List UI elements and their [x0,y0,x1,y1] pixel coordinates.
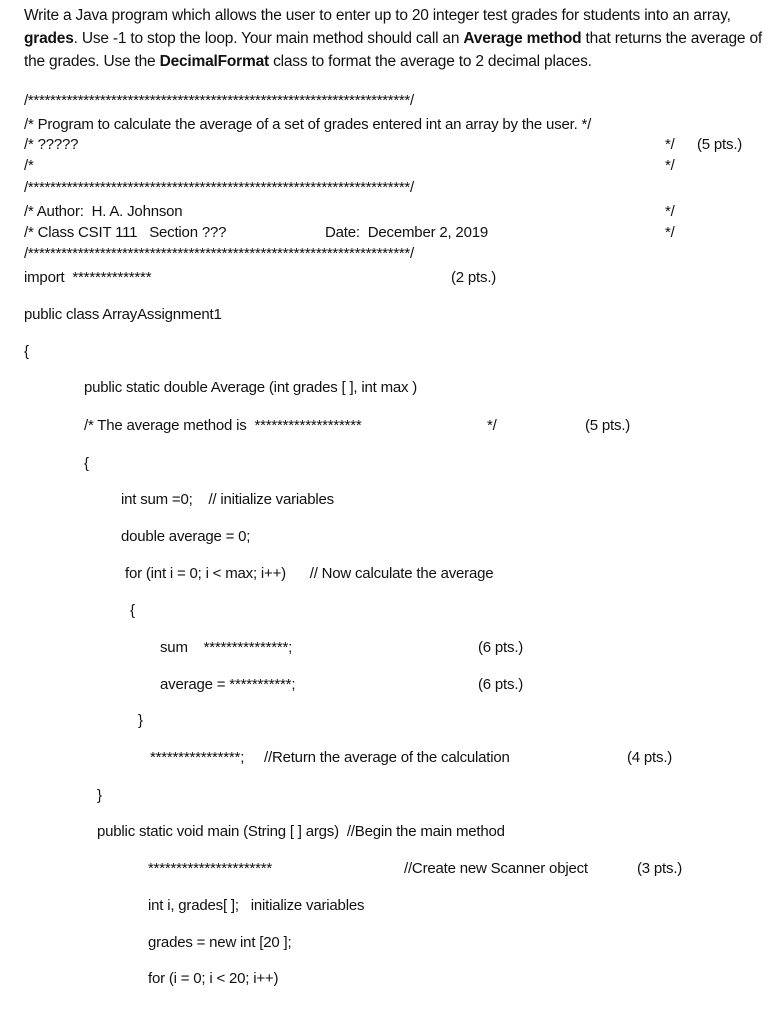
header-border-top: /*********************************************************************/ [24,92,414,109]
header-border-bottom: /*********************************************************************/ [24,245,414,262]
class-open-brace: { [24,343,29,360]
import-line: import ************** [24,269,152,286]
scanner-points: (3 pts.) [637,860,683,877]
main-for-loop-line: for (i = 0; i < 20; i++) [148,970,279,987]
average-method-comment-close: */ [487,417,497,434]
instructions-text-3: that returns the average of the grades. Use the [24,30,762,70]
header-line3: /* [24,157,34,174]
for-open-brace: { [130,602,135,619]
header-date: Date: December 2, 2019 [325,224,488,241]
declaration-line: int i, grades[ ]; initialize variables [148,897,365,914]
sum-line: sum ***************; [160,639,293,656]
instructions-bold-average-method: Average method [463,30,582,47]
method-open-brace: { [84,455,89,472]
main-method-signature: public static void main (String [ ] args) //Begin the main method [97,823,505,840]
for-loop-line: for (int i = 0; i < max; i++) // Now calculate the average [125,565,494,582]
header-line3-close: */ [665,157,675,174]
average-points: (6 pts.) [478,676,524,693]
return-line: ****************; //Return the average of the calculation [150,749,510,766]
header-line2-points: (5 pts.) [697,136,743,153]
header-author-line: /* Author: H. A. Johnson [24,203,183,220]
return-points: (4 pts.) [627,749,673,766]
header-author-close: */ [665,203,675,220]
instructions-bold-decimalformat: DecimalFormat [159,53,269,70]
instructions-paragraph [24,4,769,73]
sum-points: (6 pts.) [478,639,524,656]
scanner-stars: ********************** [148,860,273,877]
instructions-text-4: class to format the average to 2 decimal places. [268,53,592,70]
header-line2: /* ????? [24,136,79,153]
header-program-line: /* Program to calculate the average of a set of grades entered int an array by the user. */ [24,116,592,133]
instructions-bold-grades: grades [24,30,74,47]
instructions-text-2: . Use -1 to stop the loop. Your main method should call an [73,30,464,47]
average-method-points: (5 pts.) [585,417,631,434]
for-close-brace: } [138,712,143,729]
header-border-mid: /*********************************************************************/ [24,179,414,196]
average-method-comment: /* The average method is ******************* [84,417,362,434]
header-line2-close: */ [665,136,675,153]
init-sum-line: int sum =0; // initialize variables [121,491,334,508]
header-class-line: /* Class CSIT 111 Section ??? [24,224,227,241]
average-method-signature: public static double Average (int grades [ ], int max ) [84,379,418,396]
allocation-line: grades = new int [20 ]; [148,934,292,951]
average-line: average = ***********; [160,676,296,693]
init-average-line: double average = 0; [121,528,251,545]
scanner-comment: //Create new Scanner object [404,860,588,877]
instructions-text-1: Write a Java program which allows the user to enter up to 20 integer test grades for students into an array, [24,7,731,24]
method-close-brace: } [97,787,102,804]
class-declaration: public class ArrayAssignment1 [24,306,222,323]
import-points: (2 pts.) [451,269,497,286]
header-class-close: */ [665,224,675,241]
